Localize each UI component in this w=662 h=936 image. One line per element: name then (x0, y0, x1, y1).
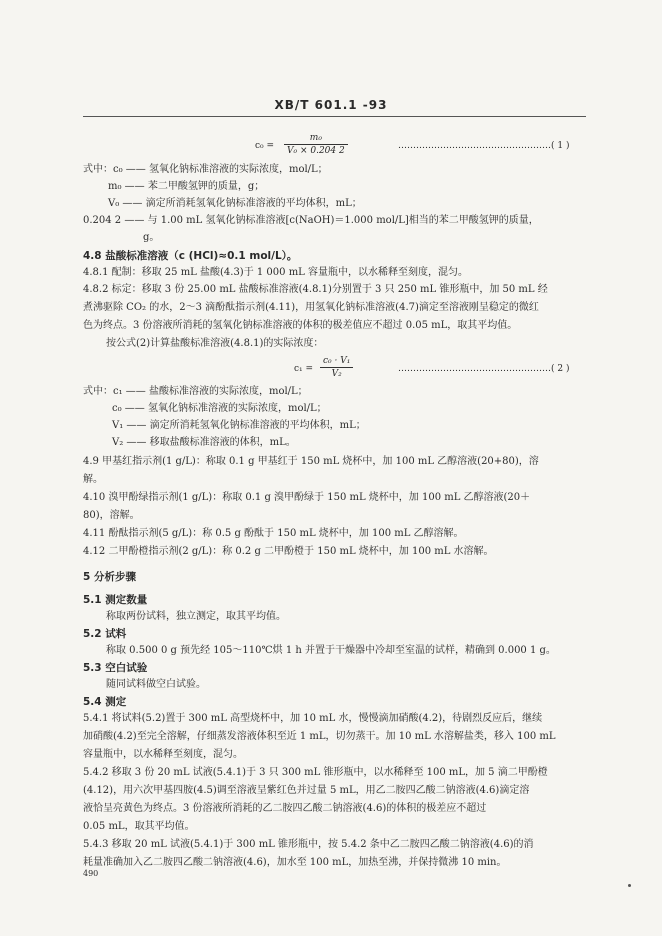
formula-1-leader (398, 141, 569, 151)
section-4-12: 4.12 二甲酚橙指示剂(2 g/L)：称 0.2 g 二甲酚橙于 150 mL 烧杯中，加 100 mL 水溶解。 (83, 546, 494, 557)
page-number: 490 (83, 869, 99, 878)
fraction-bar (284, 144, 348, 145)
section-4-8-1: 4.8.1 配制：移取 25 mL 盐酸(4.3)于 1 000 mL 容量瓶中，以水稀释至刻度，混匀。 (83, 267, 468, 278)
section-4-11: 4.11 酚酞指示剂(5 g/L)：称 0.5 g 酚酞于 150 mL 烧杯中，加 100 mL 乙醇溶解。 (83, 528, 464, 539)
formula-2-denominator: V₂ (331, 369, 342, 379)
where2-line4: V₂ —— 移取盐酸标准溶液的体积，mL。 (112, 437, 296, 448)
section-5-4-heading: 5.4 测定 (83, 696, 127, 708)
formula-1-numerator: m₀ (309, 133, 322, 143)
section-4-10-line1: 4.10 溴甲酚绿指示剂(1 g/L)：称取 0.1 g 溴甲酚绿于 150 mL 烧杯中，加 100 mL 乙醇溶液(20＋ (83, 492, 531, 503)
where2-line3: V₁ —— 滴定所消耗氢氧化钠标准溶液的平均体积，mL； (112, 420, 366, 431)
section-5-4-3-line2: 耗量准确加入乙二胺四乙酸二钠溶液(4.6)，加水至 100 mL，加热至沸，并保持微沸 10 min。 (83, 857, 507, 868)
fraction-bar (320, 367, 353, 368)
section-5-4-2-line4: 0.05 mL，取其平均值。 (83, 821, 195, 832)
formula-1-denominator: V₀ × 0.204 2 (287, 146, 345, 156)
section-4-9-line1: 4.9 甲基红指示剂(1 g/L)：称取 0.1 g 甲基红于 150 mL 烧杯中，加 100 mL 乙醇溶液(20+80)，溶 (83, 456, 539, 467)
leader-dots: …………………………………………… (398, 141, 551, 151)
where1-line4: 0.204 2 —— 与 1.00 mL 氢氧化钠标准溶液[c(NaOH)＝1.000 mol/L]相当的苯二甲酸氢钾的质量， (83, 215, 539, 226)
section-5-2-text: 称取 0.500 0 g 预先经 105～110℃烘 1 h 并置于干燥器中冷却至室温的试样，精确到 0.000 1 g。 (106, 645, 556, 656)
section-5-4-1-line2: 加硝酸(4.2)至完全溶解，仔细蒸发溶液体积至近 1 mL，切勿蒸干。加 10 mL 水溶解盐类，移入 100 mL (83, 731, 556, 742)
section-4-8-heading: 4.8 盐酸标准溶液（c (HCl)≈0.1 mol/L）。 (83, 250, 298, 262)
formula-2-leader (398, 364, 569, 374)
formula-2-numerator: c₀ · V₁ (323, 356, 351, 366)
formula-2-lhs: c₁ = (294, 364, 314, 374)
section-5-4-2-line2: (4.12)，用六次甲基四胺(4.5)调至溶液呈紫红色并过量 5 mL，用乙二胺四乙酸二钠溶液(4.6)滴定溶 (83, 785, 530, 796)
section-5-4-1-line3: 容量瓶中，以水稀释至刻度，混匀。 (83, 749, 243, 760)
section-5-3-text: 随同试料做空白试验。 (106, 679, 206, 690)
formula-2-fraction (320, 356, 353, 379)
document-header: XB/T 601.1 -93 (274, 98, 388, 112)
section-5-4-3-line1: 5.4.3 移取 20 mL 试液(5.4.1)于 300 mL 锥形瓶中，按 5.4.2 条中乙二胺四乙酸二钠溶液(4.6)的消 (83, 839, 534, 850)
section-4-9-line2: 解。 (83, 474, 103, 485)
formula-1-lhs: c₀ = (255, 141, 275, 151)
section-5-4-1-line1: 5.4.1 将试料(5.2)置于 300 mL 高型烧杯中，加 10 mL 水，慢慢滴加硝酸(4.2)，待剧烈反应后，继续 (83, 713, 543, 724)
section-5-4-2-line1: 5.4.2 移取 3 份 20 mL 试液(5.4.1)于 3 只 300 mL 锥形瓶中，以水稀释至 100 mL，加 5 滴二甲酚橙 (83, 767, 548, 778)
where2-line2: c₀ —— 氢氧化钠标准溶液的实际浓度，mol/L； (112, 403, 327, 414)
section-4-8-2-line3: 色为终点。3 份溶液所消耗的氢氧化钠标准溶液的体积的极差值应不超过 0.05 mL，取其平均值。 (83, 320, 518, 331)
section-4-8-2-line1: 4.8.2 标定：移取 3 份 25.00 mL 盐酸标准溶液(4.8.1)分别置于 3 只 250 mL 锥形瓶中，加 50 mL 经 (83, 284, 548, 295)
section-5-4-2-line3: 液恰呈亮黄色为终点。3 份溶液所消耗的乙二胺四乙酸二钠溶液(4.6)的体积的极差应不超过 (83, 803, 487, 814)
section-5-heading: 5 分析步骤 (83, 571, 136, 583)
where2-line1: 式中：c₁ —— 盐酸标准溶液的实际浓度，mol/L； (83, 386, 308, 397)
where1-line1: 式中：c₀ —— 氢氧化钠标准溶液的实际浓度，mol/L； (83, 164, 328, 175)
formula-2-number: ( 2 ) (551, 364, 570, 374)
leader-dots: …………………………………………… (398, 364, 551, 374)
section-5-3-heading: 5.3 空白试验 (83, 662, 148, 674)
section-5-1-heading: 5.1 测定数量 (83, 594, 148, 606)
formula-1-fraction (284, 133, 348, 156)
where1-line3: V₀ —— 滴定所消耗氢氧化钠标准溶液的平均体积，mL； (108, 198, 362, 209)
where1-line2: m₀ —— 苯二甲酸氢钾的质量，g； (108, 181, 265, 192)
section-4-8-2-line4: 按公式(2)计算盐酸标准溶液(4.8.1)的实际浓度： (106, 338, 324, 349)
scan-speck (628, 884, 631, 887)
section-4-8-2-line2: 煮沸驱除 CO₂ 的水，2～3 滴酚酞指示剂(4.11)，用氢氧化钠标准溶液(4.7)滴定至溶液刚呈稳定的微红 (83, 302, 539, 313)
section-5-2-heading: 5.2 试料 (83, 628, 127, 640)
section-4-10-line2: 80)，溶解。 (83, 510, 140, 521)
formula-1-number: ( 1 ) (551, 141, 570, 151)
where1-line5: g。 (143, 232, 160, 243)
section-5-1-text: 称取两份试料，独立测定，取其平均值。 (106, 611, 286, 622)
header-rule (83, 116, 586, 117)
